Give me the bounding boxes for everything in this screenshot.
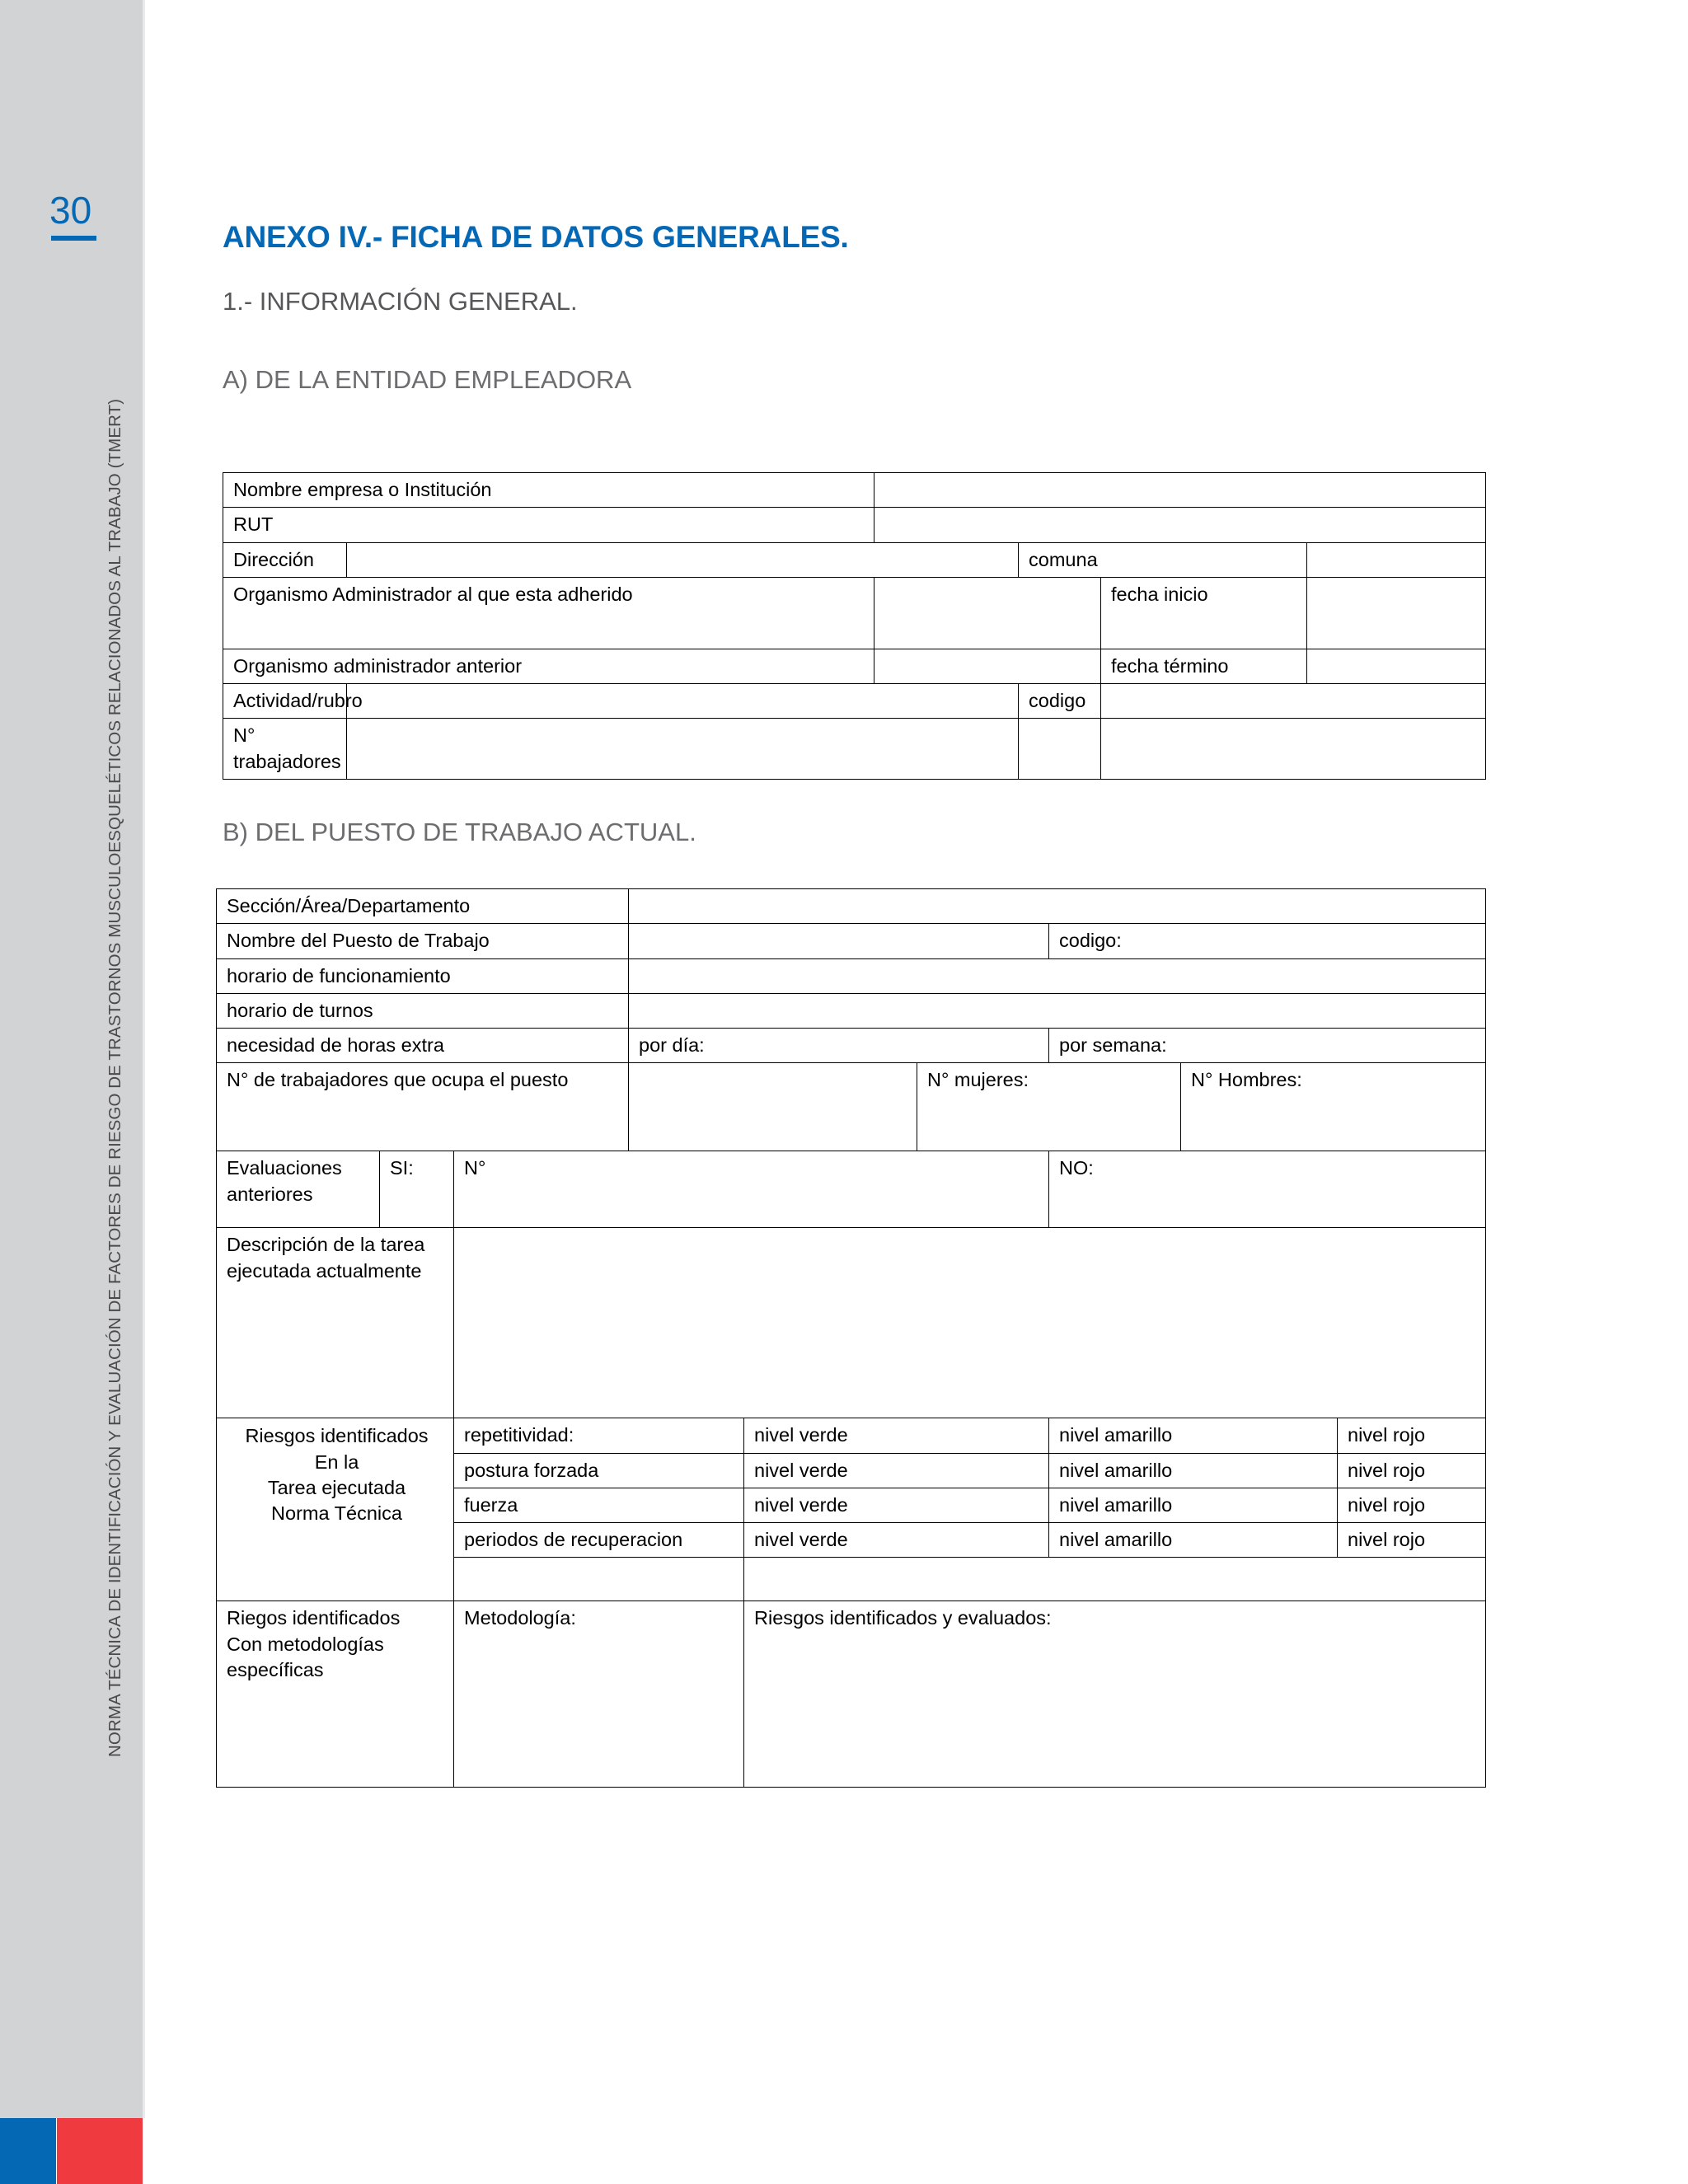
riesgos-metodologias-line-1: Con metodologías bbox=[227, 1633, 384, 1655]
field-horario-funcionamiento[interactable] bbox=[629, 958, 1486, 993]
page-number: 30 bbox=[49, 189, 92, 232]
label-si: SI: bbox=[380, 1151, 454, 1228]
label-n-hombres: N° Hombres: bbox=[1181, 1063, 1486, 1151]
label-organismo-actual: Organismo Administrador al que esta adherido bbox=[223, 577, 874, 649]
table-row bbox=[223, 649, 1486, 683]
field-descripcion-tarea[interactable] bbox=[454, 1228, 1486, 1418]
table-row bbox=[223, 473, 1486, 508]
label-por-dia: por día: bbox=[629, 1029, 1049, 1063]
risk-level-red[interactable]: nivel rojo bbox=[1338, 1453, 1486, 1488]
label-descripcion-tarea: Descripción de la tarea ejecutada actualmente bbox=[217, 1228, 454, 1418]
table-row bbox=[217, 1228, 1486, 1418]
risk-level-red[interactable]: nivel rojo bbox=[1338, 1488, 1486, 1522]
risk-level-red[interactable]: nivel rojo bbox=[1338, 1523, 1486, 1558]
footer-block-blue bbox=[0, 2118, 56, 2184]
table-row bbox=[223, 542, 1486, 577]
label-codigo-puesto: codigo: bbox=[1049, 924, 1486, 958]
label-nombre-puesto: Nombre del Puesto de Trabajo bbox=[217, 924, 629, 958]
risk-level-green[interactable]: nivel verde bbox=[744, 1418, 1049, 1453]
risk-level-yellow[interactable]: nivel amarillo bbox=[1049, 1523, 1338, 1558]
running-head: NORMA TÉCNICA DE IDENTIFICACIÓN Y EVALUACIÓN DE FACTORES DE RIESGO DE TRASTORNOS MUSCULOESQUELÉTICOS RELACIONADOS AL TRABAJO (TMERT) bbox=[106, 398, 124, 1757]
section-heading-1: 1.- INFORMACIÓN GENERAL. bbox=[223, 287, 578, 316]
label-riesgos-norma-tecnica bbox=[217, 1418, 454, 1601]
field-risk-extra-levels[interactable] bbox=[744, 1558, 1486, 1601]
riesgos-norma-line-3: Norma Técnica bbox=[271, 1502, 402, 1524]
label-actividad-rubro: Actividad/rubro bbox=[223, 684, 347, 719]
risk-level-green[interactable]: nivel verde bbox=[744, 1453, 1049, 1488]
label-horas-extra: necesidad de horas extra bbox=[217, 1029, 629, 1063]
page-number-rule bbox=[51, 236, 96, 241]
risk-factor-label: fuerza bbox=[454, 1488, 744, 1522]
risk-factor-label: postura forzada bbox=[454, 1453, 744, 1488]
field-direccion[interactable] bbox=[347, 542, 1019, 577]
table-row bbox=[217, 958, 1486, 993]
field-seccion-area[interactable] bbox=[629, 889, 1486, 924]
riesgos-metodologias-line-2: específicas bbox=[227, 1658, 324, 1680]
risk-level-red[interactable]: nivel rojo bbox=[1338, 1418, 1486, 1453]
label-n-mujeres: N° mujeres: bbox=[917, 1063, 1181, 1151]
risk-level-green[interactable]: nivel verde bbox=[744, 1488, 1049, 1522]
label-organismo-anterior: Organismo administrador anterior bbox=[223, 649, 874, 683]
page-title: ANEXO IV.- FICHA DE DATOS GENERALES. bbox=[223, 220, 849, 254]
table-row bbox=[217, 1601, 1486, 1788]
risk-factor-label: periodos de recuperacion bbox=[454, 1523, 744, 1558]
field-n-trabajadores-puesto[interactable] bbox=[629, 1063, 917, 1151]
label-nombre-empresa: Nombre empresa o Institución bbox=[223, 473, 874, 508]
left-band-edge-line bbox=[143, 0, 145, 2118]
table-row bbox=[217, 1029, 1486, 1063]
label-horario-turnos: horario de turnos bbox=[217, 993, 629, 1028]
label-evaluaciones-anteriores: Evaluaciones anteriores bbox=[217, 1151, 380, 1228]
footer-block-red bbox=[57, 2118, 143, 2184]
label-riesgos-evaluados: Riesgos identificados y evaluados: bbox=[744, 1601, 1486, 1788]
field-organismo-anterior[interactable] bbox=[874, 649, 1101, 683]
table-row bbox=[223, 577, 1486, 649]
field-codigo[interactable] bbox=[1101, 684, 1486, 719]
table-row bbox=[217, 1418, 1486, 1453]
table-row bbox=[217, 1151, 1486, 1228]
table-puesto-trabajo bbox=[216, 888, 1486, 1788]
label-no: NO: bbox=[1049, 1151, 1486, 1228]
risk-level-yellow[interactable]: nivel amarillo bbox=[1049, 1453, 1338, 1488]
label-por-semana: por semana: bbox=[1049, 1029, 1486, 1063]
label-riesgos-metodologias bbox=[217, 1601, 454, 1788]
table-row bbox=[217, 889, 1486, 924]
table-row bbox=[217, 993, 1486, 1028]
label-n-evaluaciones: N° bbox=[454, 1151, 1049, 1228]
field-rut[interactable] bbox=[874, 508, 1486, 542]
field-actividad-rubro[interactable] bbox=[347, 684, 1019, 719]
riesgos-norma-line-0: Riesgos identificados bbox=[245, 1425, 429, 1447]
table-row bbox=[223, 719, 1486, 780]
risk-factor-label: repetitividad: bbox=[454, 1418, 744, 1453]
label-rut: RUT bbox=[223, 508, 874, 542]
label-metodologia: Metodología: bbox=[454, 1601, 744, 1788]
field-n-trabajadores[interactable] bbox=[347, 719, 1019, 780]
table-row bbox=[223, 684, 1486, 719]
spacer-cell bbox=[1019, 719, 1101, 780]
field-nombre-empresa[interactable] bbox=[874, 473, 1486, 508]
label-horario-funcionamiento: horario de funcionamiento bbox=[217, 958, 629, 993]
label-n-trabajadores-puesto: N° de trabajadores que ocupa el puesto bbox=[217, 1063, 629, 1151]
label-direccion: Dirección bbox=[223, 542, 347, 577]
field-horario-turnos[interactable] bbox=[629, 993, 1486, 1028]
risk-level-yellow[interactable]: nivel amarillo bbox=[1049, 1418, 1338, 1453]
table-row bbox=[217, 924, 1486, 958]
table-row bbox=[223, 508, 1486, 542]
label-codigo: codigo bbox=[1019, 684, 1101, 719]
section-heading-a: A) DE LA ENTIDAD EMPLEADORA bbox=[223, 365, 632, 394]
riesgos-metodologias-line-0: Riegos identificados bbox=[227, 1607, 401, 1629]
table-entidad-empleadora bbox=[223, 472, 1486, 780]
label-fecha-inicio: fecha inicio bbox=[1101, 577, 1307, 649]
field-risk-extra[interactable] bbox=[454, 1558, 744, 1601]
label-n-trabajadores: N° trabajadores bbox=[223, 719, 347, 780]
field-nombre-puesto[interactable] bbox=[629, 924, 1049, 958]
section-heading-b: B) DEL PUESTO DE TRABAJO ACTUAL. bbox=[223, 818, 696, 846]
field-comuna[interactable] bbox=[1307, 542, 1486, 577]
label-fecha-termino: fecha término bbox=[1101, 649, 1307, 683]
spacer-cell bbox=[1101, 719, 1486, 780]
field-organismo-actual[interactable] bbox=[874, 577, 1101, 649]
riesgos-norma-line-2: Tarea ejecutada bbox=[267, 1476, 406, 1498]
riesgos-norma-line-1: En la bbox=[314, 1451, 359, 1473]
label-comuna: comuna bbox=[1019, 542, 1307, 577]
label-seccion-area: Sección/Área/Departamento bbox=[217, 889, 629, 924]
field-fecha-inicio[interactable] bbox=[1307, 577, 1486, 649]
table-row bbox=[217, 1063, 1486, 1151]
risk-level-green[interactable]: nivel verde bbox=[744, 1523, 1049, 1558]
risk-level-yellow[interactable]: nivel amarillo bbox=[1049, 1488, 1338, 1522]
field-fecha-termino[interactable] bbox=[1307, 649, 1486, 683]
